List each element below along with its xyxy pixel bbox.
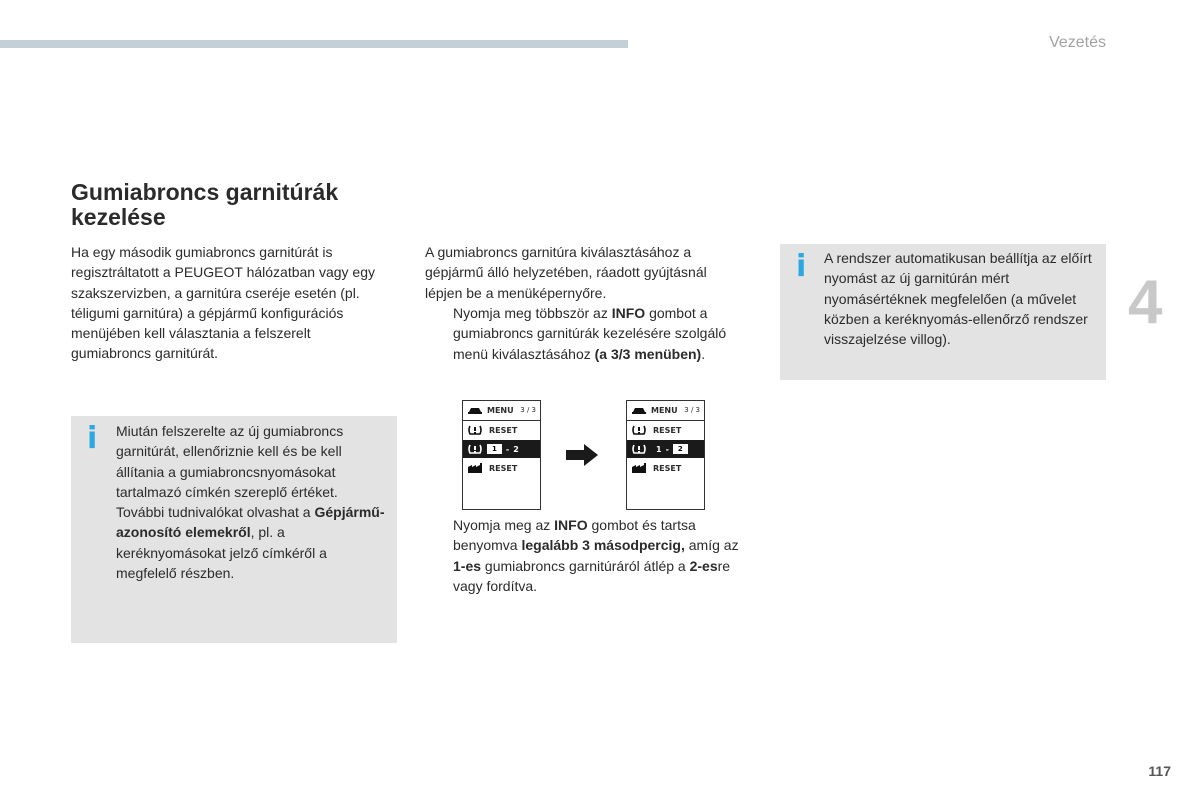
step-text-bold: INFO bbox=[611, 305, 646, 321]
option-1: 1 bbox=[487, 444, 502, 454]
info-box-right bbox=[780, 244, 1106, 380]
info-text-left bbox=[116, 421, 386, 583]
step-text-bold: INFO bbox=[554, 517, 588, 533]
selection-row bbox=[463, 440, 540, 458]
display-after bbox=[626, 400, 705, 510]
tire-pressure-icon bbox=[631, 443, 647, 455]
factory-icon bbox=[631, 462, 647, 474]
separator: - bbox=[665, 444, 669, 454]
section-title: Vezetés bbox=[1049, 34, 1106, 51]
pager: 3 / 3 bbox=[520, 406, 536, 414]
col1-intro: Ha egy második gumiabroncs garnitúrát is regisztráltatott a PEUGEOT hálózatban vagy egy szakszervizben, a garnitúra cseréje esetén (pl. téligumi garnitúra) a gépjármű konfigurációs menüjében kell választania a felszerelt gumiabroncs garnitúrát. bbox=[71, 244, 376, 362]
tire-pressure-icon bbox=[467, 424, 483, 436]
pager: 3 / 3 bbox=[684, 406, 700, 414]
tire-pressure-icon bbox=[467, 443, 483, 455]
reset-row bbox=[627, 421, 704, 439]
info-text-bold: Gépjármű-azonosító elemekről bbox=[116, 504, 385, 541]
chapter-number: 4 bbox=[1128, 268, 1163, 337]
header-bar bbox=[0, 40, 628, 48]
info-icon: i bbox=[796, 249, 807, 284]
menu-label: MENU bbox=[487, 405, 514, 415]
option-1: 1 bbox=[656, 444, 662, 454]
selection-row bbox=[627, 440, 704, 458]
page-title: Gumiabroncs garnitúrák kezelése bbox=[71, 179, 339, 230]
step-text: Nyomja meg az bbox=[453, 517, 555, 533]
step-2 bbox=[425, 515, 755, 596]
option-2: 2 bbox=[513, 444, 519, 454]
page-number: 117 bbox=[1148, 763, 1171, 779]
info-text-part: , pl. a keréknyomásokat jelző címkéről a megfelelő részben. bbox=[116, 524, 327, 582]
factory-row bbox=[463, 459, 540, 477]
step-text: gombot és tartsa benyomva bbox=[453, 517, 696, 554]
reset-label: RESET bbox=[489, 463, 518, 473]
display-before bbox=[462, 400, 541, 510]
tire-pressure-icon bbox=[631, 424, 647, 436]
step-text: . bbox=[701, 345, 706, 362]
step-text-bold: 2-es bbox=[689, 557, 718, 574]
menu-label: MENU bbox=[651, 405, 678, 415]
info-text-right: A rendszer automatikusan beállítja az előírt nyomást az új garnitúrán mért nyomásértéknek megfelelően (a művelet közben a keréknyomás-ellenőrző rendszer visszajelzése villog). bbox=[824, 250, 1092, 348]
step-text-bold: 1-es bbox=[453, 557, 482, 574]
step-1 bbox=[425, 303, 755, 364]
info-box-left bbox=[71, 416, 397, 643]
step-text: Nyomja meg többször az bbox=[453, 305, 612, 321]
arrow-icon bbox=[566, 444, 598, 466]
car-icon bbox=[631, 404, 647, 416]
reset-label: RESET bbox=[489, 425, 518, 435]
reset-label: RESET bbox=[653, 425, 682, 435]
separator: - bbox=[505, 444, 510, 454]
factory-row bbox=[627, 459, 704, 477]
step-text: re vagy fordítva. bbox=[453, 557, 731, 594]
step-text-bold: legalább 3 másodpercig, bbox=[521, 537, 685, 554]
option-2: 2 bbox=[673, 444, 688, 454]
step-text-bold: (a 3/3 menüben) bbox=[594, 345, 702, 362]
reset-row bbox=[463, 421, 540, 439]
step-text: gombot a gumiabroncs garnitúrák kezelésére szolgáló menü kiválasztásához bbox=[453, 305, 727, 362]
step-text: amíg az bbox=[684, 537, 739, 554]
col2-intro: A gumiabroncs garnitúra kiválasztásához a gépjármű álló helyzetében, ráadott gyújtásnál lépjen be a menüképernyőre. bbox=[425, 244, 707, 301]
step-text: gumiabroncs garnitúráról átlép a bbox=[481, 557, 690, 574]
reset-label: RESET bbox=[653, 463, 682, 473]
step-2-text bbox=[453, 515, 753, 596]
car-icon bbox=[467, 404, 483, 416]
factory-icon bbox=[467, 462, 483, 474]
step-1-text bbox=[453, 303, 755, 364]
info-icon: i bbox=[87, 421, 98, 456]
info-text-part: Miután felszerelte az új gumiabroncs garnitúrát, ellenőriznie kell és be kell állítania a gumiabroncsnyomásokat tartalmazó címkén szereplő értéket. További tudnivalókat olvashat a bbox=[116, 423, 344, 521]
